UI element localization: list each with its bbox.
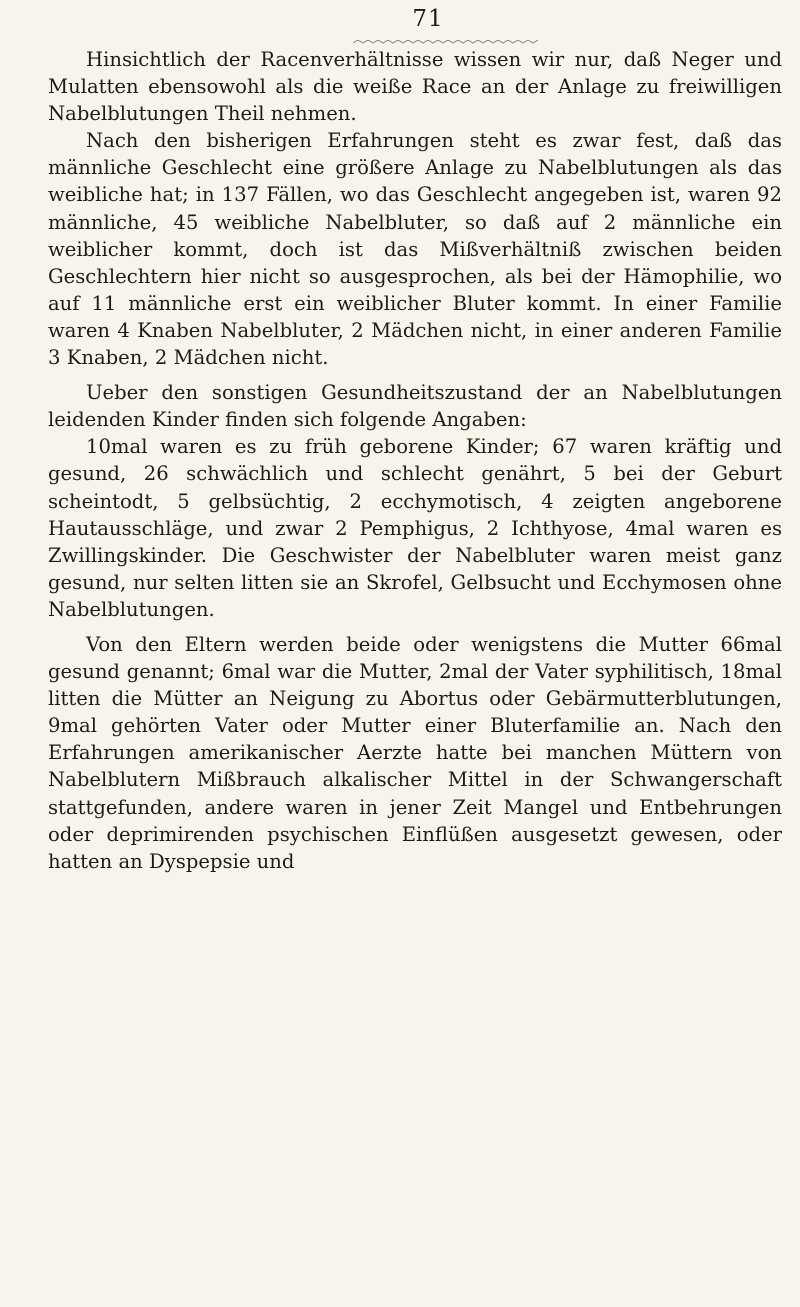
header-ornament-rule [353,40,538,46]
paragraph-health-details: 10mal waren es zu früh geborene Kinder; 67 waren kräftig und gesund, 26 schwächlich und schlecht genährt, 5 bei der Geburt scheintodt, 5 gelbsüchtig, 2 ecchymotisch, 4 zeigten angeborene Hautausschläge, und zwar 2 Pemphigus, 2 Ichthyose, 4mal waren es Zwillingskinder. Die Geschwister der Nabelbluter waren meist ganz gesund, nur selten litten sie an Skrofel, Gelbsucht und Ecchymosen ohne Nabelblutungen. [48,435,782,621]
paragraph-sex-ratio: Nach den bisherigen Erfahrungen steht es zwar fest, daß das männliche Geschlecht eine größere Anlage zu Nabelblutungen als das weibliche hat; in 137 Fällen, wo das Geschlecht angegeben ist, waren 92 männliche, 45 weibliche Nabelbluter, so daß auf 2 männliche ein weiblicher kommt, doch ist das Mißverhältniß zwischen beiden Geschlechtern hier nicht so ausgesprochen, als bei der Hämophilie, wo auf 11 männliche erst ein weiblicher Bluter kommt. In einer Familie waren 4 Knaben Nabelbluter, 2 Mädchen nicht, in einer anderen Familie 3 Knaben, 2 Mädchen nicht. [48,129,782,370]
body-text [48,46,782,875]
paragraph-parents: Von den Eltern werden beide oder wenigstens die Mutter 66mal gesund genannt; 6mal war die Mutter, 2mal der Vater syphilitisch, 18mal litten die Mütter an Neigung zu Abortus oder Gebärmutterblutungen, 9mal gehörten Vater oder Mutter einer Bluterfamilie an. Nach den Erfahrungen amerikanischer Aerzte hatte bei manchen Müttern von Nabelblutern Mißbrauch alkalischer Mittel in der Schwangerschaft stattgefunden, andere waren in jener Zeit Mangel und Entbehrungen oder deprimirenden psychischen Einflüßen ausgesetzt gewesen, oder hatten an Dyspepsie und [48,632,782,873]
paragraph-race: Hinsichtlich der Racenverhältnisse wissen wir nur, daß Neger und Mulatten ebensowohl als die weiße Race an der Anlage zu freiwilligen Nabelblutungen Theil nehmen. [48,48,782,126]
paragraph-health-intro: Ueber den sonstigen Gesundheitszustand der an Nabelblutungen leidenden Kinder finden sich folgende Angaben: [48,381,782,432]
page-header [48,0,782,46]
page-number: 71 [412,6,444,32]
